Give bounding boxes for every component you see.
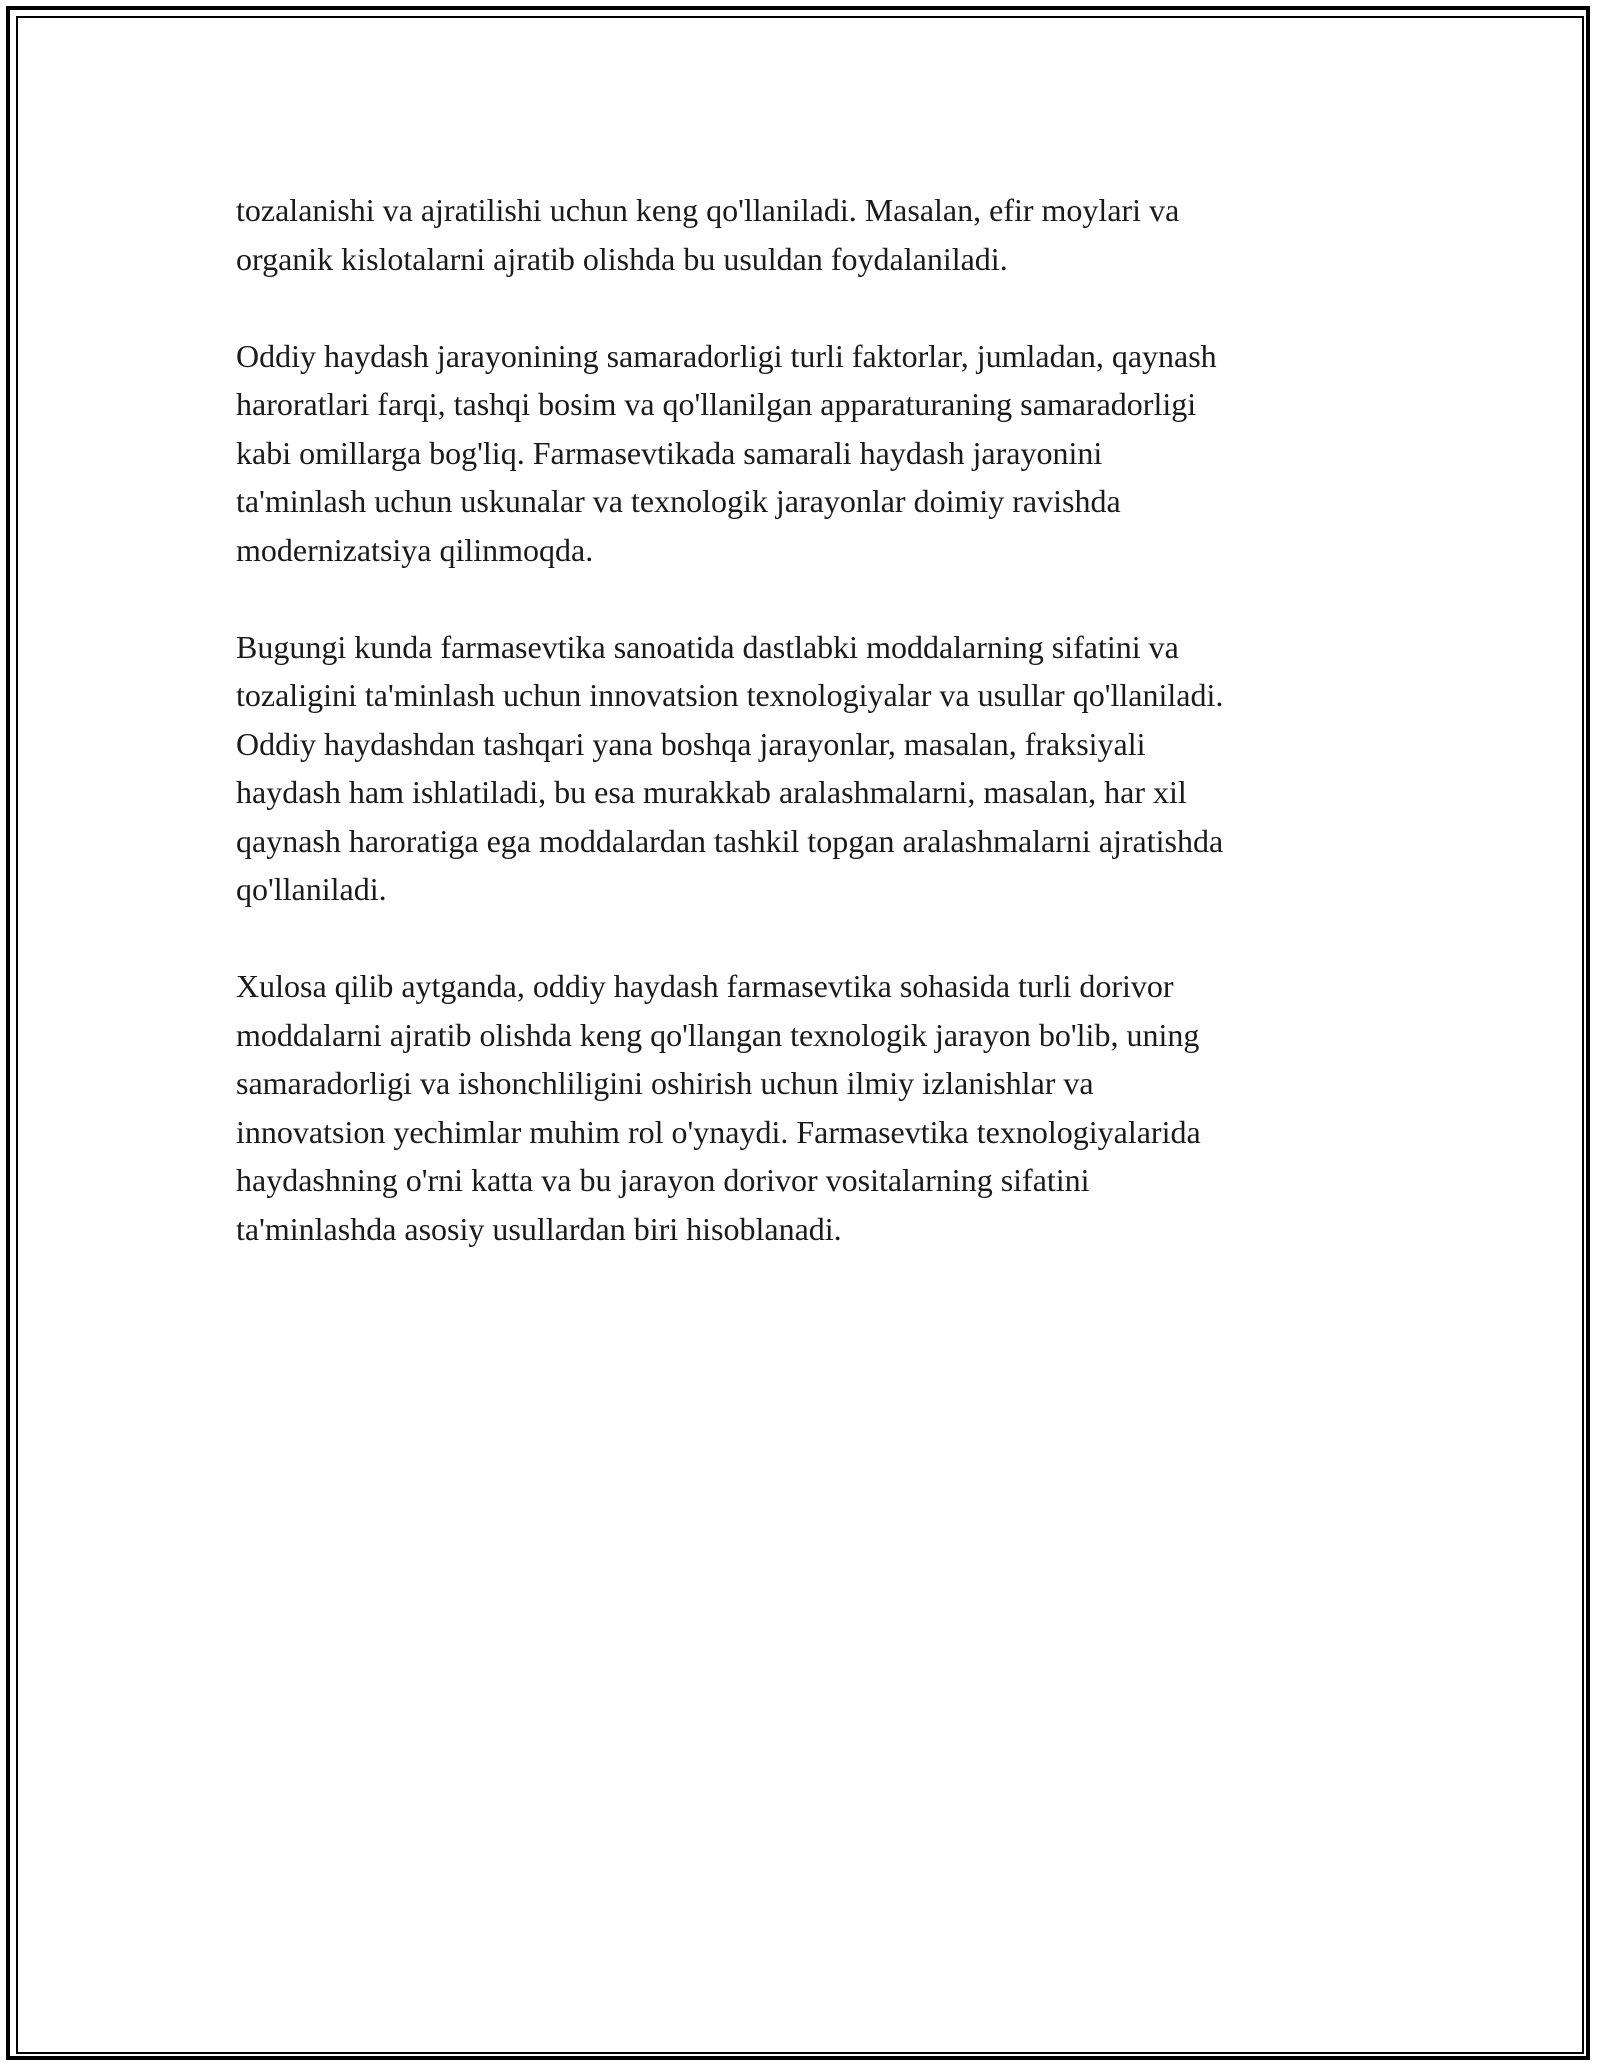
paragraph-3: Bugungi kunda farmasevtika sanoatida dastlabki moddalarning sifatini va tozaligini ta'minlash uchun innovatsion texnologiyalar va usullar qo'llaniladi. Oddiy haydashdan tashqari yana boshqa jarayonlar, masalan, fraksiyali haydash ham ishlatiladi, bu esa murakkab aralashmalarni, masalan, har xil qaynash haroratiga ega moddalardan tashkil topgan aralashmalarni ajratishda qo'llaniladi. — [236, 628, 1224, 907]
paragraph-2: Oddiy haydash jarayonining samaradorligi turli faktorlar, jumladan, qaynash haroratlari farqi, tashqi bosim va qo'llanilgan apparaturaning samaradorligi kabi omillarga bog'liq. Farmasevtikada samarali haydash jarayonini ta'minlash uchun uskunalar va texnologik jarayonlar doimiy ravishda modernizatsiya qilinmoqda. — [236, 337, 1217, 568]
paragraph-1: tozalanishi va ajratilishi uchun keng qo'llaniladi. Masalan, efir moylari va organik kislotalarni ajratib olishda bu usuldan foydalaniladi. — [236, 192, 1180, 277]
document-body — [236, 186, 1386, 1302]
paragraph-4: Xulosa qilib aytganda, oddiy haydash farmasevtika sohasida turli dorivor moddalarni ajratib olishda keng qo'llangan texnologik jarayon bo'lib, uning samaradorligi va ishonchliligini oshirish uchun ilmiy izlanishlar va innovatsion yechimlar muhim rol o'ynaydi. Farmasevtika texnologiyalarida haydashning o'rni katta va bu jarayon dorivor vositalarning sifatini ta'minlashda asosiy usullardan biri hisoblanadi. — [236, 968, 1201, 1247]
